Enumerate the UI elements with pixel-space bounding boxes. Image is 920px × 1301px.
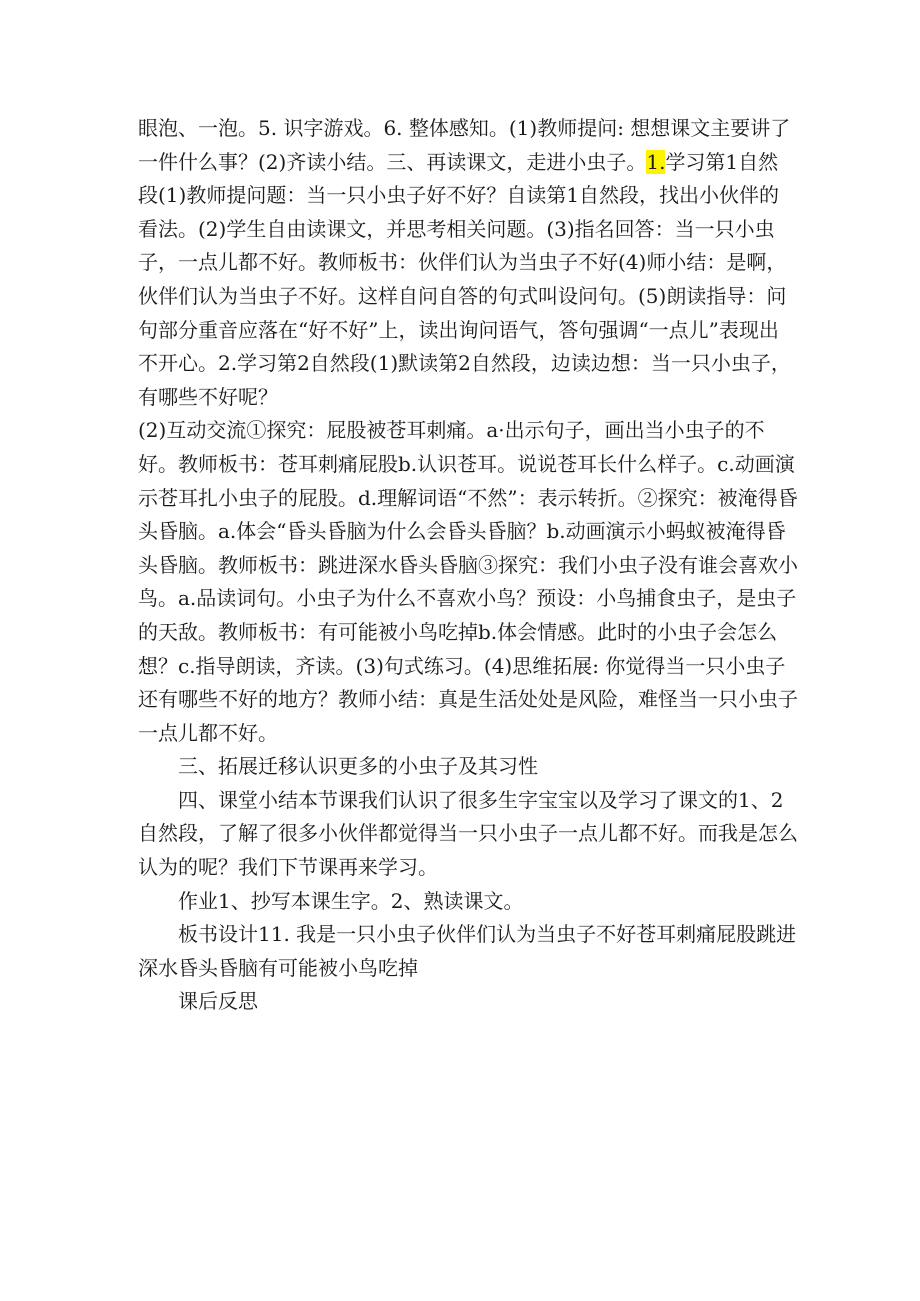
paragraph-summary: 四、课堂小结本节课我们认识了很多生字宝宝以及学习了课文的1、2自然段，了解了很多小伙伴都觉得当一只小虫子一点儿都不好。而我是怎么认为的呢？我们下节课再来学习。 — [138, 787, 798, 880]
paragraph-interaction: (2)互动交流①探究：屁股被苍耳刺痛。a·出示句子，画出当小虫子的不好。教师板书：苍耳刺痛屁股b.认识苍耳。说说苍耳长什么样子。c.动画演示苍耳扎小虫子的屁股。d.理解词语“不然”：表示转折。②探究：被淹得昏头昏脑。a.体会“昏头昏脑为什么会昏头昏脑？b.动画演示小蚂蚁被淹得昏头昏脑。教师板书：跳进深水昏头昏脑③探究：我们小虫子没有谁会喜欢小鸟。a.品读词句。小虫子为什么不喜欢小鸟？预设：小鸟捕食虫子，是虫子的天敌。教师板书：有可能被小鸟吃掉b.体会情感。此时的小虫子会怎么想？c.指导朗读，齐读。(3)句式练习。(4)思维拓展: 你觉得当一只小虫子还有哪些不好的地方？教师小结：真是生活处处是风险，难怪当一只小虫子一点儿都不好。 — [138, 418, 798, 745]
paragraph-homework: 作业1、抄写本课生字。2、熟读课文。 — [178, 888, 524, 913]
paragraph-lesson-steps — [138, 112, 798, 414]
paragraph-text: 学习第1自然段(1)教师提问题：当一只小虫子好不好？自读第1自然段，找出小伙伴的看法。(2)学生自由读课文，并思考相关问题。(3)指名回答：当一只小虫子，一点儿都不好。教师板书：伙伴们认为当虫子不好(4)师小结：是啊，伙伴们认为当虫子不好。这样自问自答的句式叫设问句。(5)朗读指导：问句部分重音应落在“好不好”上，读出询问语气，答句强调“一点儿”表现出不开心。2.学习第2自然段(1)默读第2自然段，边读边想：当一只小虫子，有哪些不好呢？ — [138, 149, 791, 409]
highlighted-number: 1. — [646, 149, 666, 174]
paragraph-text: 眼泡、一泡。5. 识字游戏。6. 整体感知。(1)教师提问: 想想课文主要讲了一件什么事？(2)齐读小结。三、再读课文，走进小虫子。 — [138, 116, 791, 174]
paragraph-extension: 三、拓展迁移认识更多的小虫子及其习性 — [178, 754, 538, 779]
document-body — [138, 112, 798, 1019]
paragraph-reflection: 课后反思 — [178, 989, 258, 1014]
paragraph-board-design: 板书设计11. 我是一只小虫子伙伴们认为当虫子不好苍耳刺痛屁股跳进深水昏头昏脑有可能被小鸟吃掉 — [138, 922, 797, 980]
